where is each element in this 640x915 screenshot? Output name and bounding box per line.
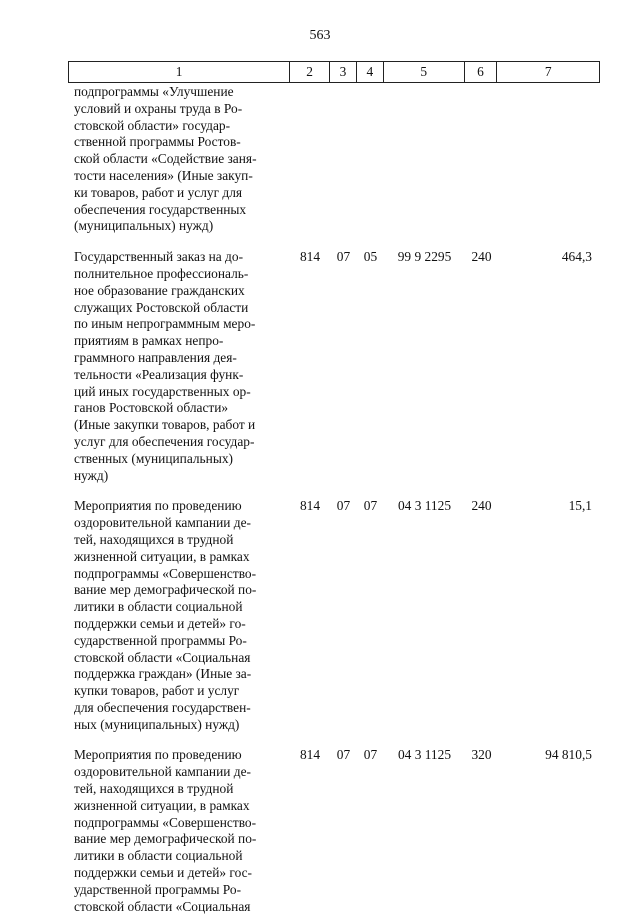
header-col-5: 5 <box>384 62 465 82</box>
row-section: 07 <box>336 747 351 763</box>
row-expense-type: 320 <box>471 747 492 763</box>
row-section: 07 <box>336 498 351 514</box>
row-description: Государственный заказ на до- полнительное профессиональ- ное образование гражданских служащих Ростовской области по иным непрограммным меро- приятиям в рамках непро- граммного направления дея- тельности «Реализация функ- ций иных государственных ор- ганов Ростовской области» (Иные закупки товаров, работ и услуг для обеспечения государ- ственных (муниципальных) нужд) <box>74 249 256 483</box>
row-target-article: 04 3 1125 <box>397 747 452 763</box>
row-ministry-code: 814 <box>299 249 321 265</box>
row-target-article: 04 3 1125 <box>397 498 452 514</box>
header-col-6: 6 <box>465 62 498 82</box>
row-target-article: 99 9 2295 <box>397 249 452 265</box>
row-expense-type: 240 <box>471 498 492 514</box>
table-body <box>68 84 600 915</box>
row-expense-type <box>465 84 498 235</box>
row-ministry-code: 814 <box>299 498 321 514</box>
row-subsection: 05 <box>363 249 378 265</box>
page-number: 563 <box>309 28 331 43</box>
row-section <box>330 84 357 235</box>
row-ministry-code <box>290 84 330 235</box>
header-col-7: 7 <box>544 64 552 79</box>
header-col-4: 4 <box>357 62 384 82</box>
header-col-3: 3 <box>330 62 357 82</box>
row-ministry-code: 814 <box>299 747 321 763</box>
header-col-1: 1 <box>69 62 290 82</box>
header-col-2: 2 <box>290 62 330 82</box>
row-expense-type: 240 <box>471 249 492 265</box>
row-amount <box>498 84 600 235</box>
row-subsection: 07 <box>363 747 378 763</box>
table-row <box>68 498 600 733</box>
row-description: Мероприятия по проведению оздоровительной кампании де- тей, находящихся в трудной жизненной ситуации, в рамках подпрограммы «Совершенство- вание мер демографической по- литики в области социальной поддержки семьи и детей» го- сударственной программы Ро- стовской области «Социальная поддержка граждан» (Иные за- купки товаров, работ и услуг для обеспечения государствен- ных (муниципальных) нужд) <box>74 498 257 732</box>
row-amount: 464,3 <box>561 249 592 265</box>
row-amount: 94 810,5 <box>545 747 592 763</box>
row-description: подпрограммы «Улучшение условий и охраны труда в Ро- стовской области» государ- ственной программы Ростов- ской области «Содействие заня- тости населения» (Иные закуп- ки товаров, работ и услуг для обеспечения государственных (муниципальных) нужд) <box>74 84 257 234</box>
table-row <box>68 84 600 235</box>
table-row <box>68 249 600 484</box>
table-row <box>68 747 600 915</box>
row-amount: 15,1 <box>568 498 592 514</box>
row-subsection: 07 <box>363 498 378 514</box>
row-description: Мероприятия по проведению оздоровительной кампании де- тей, находящихся в трудной жизненной ситуации, в рамках подпрограммы «Совершенство- вание мер демографической по- литики в области социальной поддержки семьи и детей» гос- ударственной программы Ро- стовской области «Социальная <box>74 747 257 914</box>
table-header <box>68 61 600 83</box>
row-subsection <box>357 84 384 235</box>
row-section: 07 <box>336 249 351 265</box>
row-target-article <box>384 84 465 235</box>
